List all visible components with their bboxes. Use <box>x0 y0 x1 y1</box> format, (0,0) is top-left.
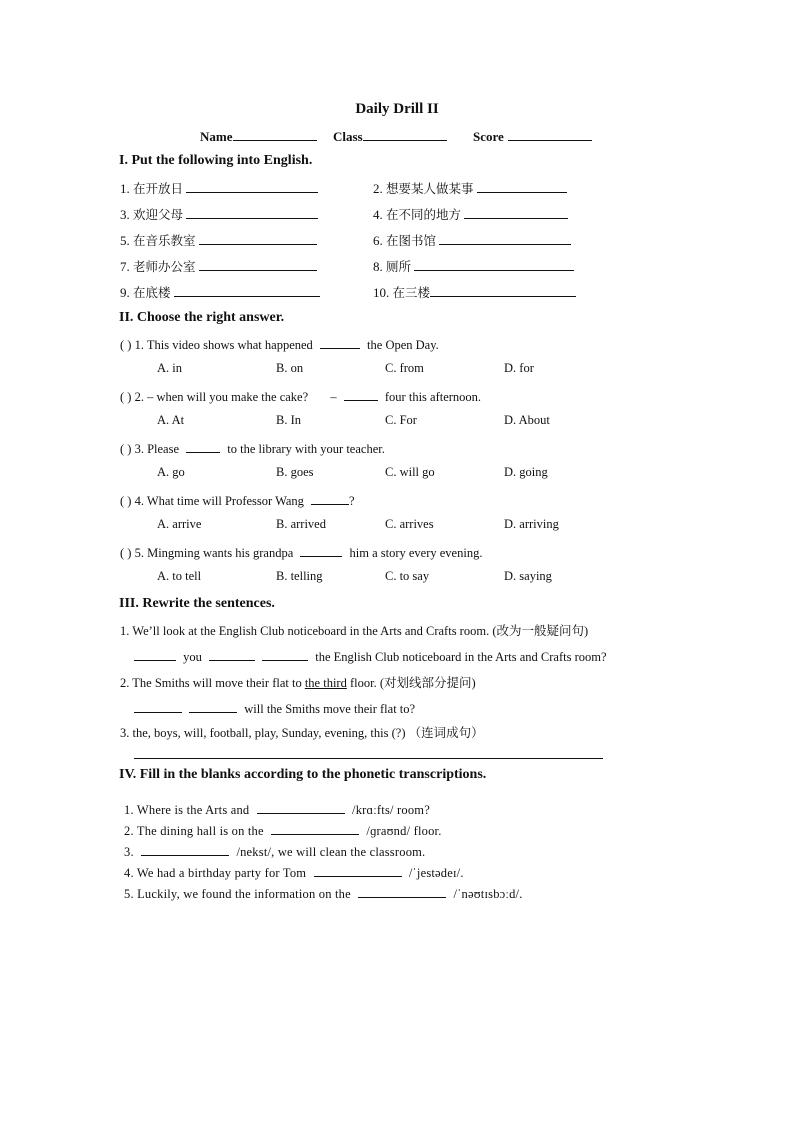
score-blank[interactable] <box>508 127 592 141</box>
answer-blank[interactable] <box>262 647 308 661</box>
class-field[interactable] <box>333 127 447 145</box>
phonetic-blank[interactable] <box>358 884 446 898</box>
phonetic-line-4 <box>124 863 464 881</box>
line-text: 3. <box>124 845 134 859</box>
phonetic-line-2 <box>124 821 442 839</box>
score-label: Score <box>473 129 504 144</box>
answer-paren[interactable]: ( ) <box>120 338 132 352</box>
item-number: 6. <box>373 233 383 248</box>
page-title: Daily Drill II <box>355 101 439 117</box>
q3-option-a[interactable]: A. go <box>157 465 185 479</box>
item-text: 想要某人做某事 <box>386 181 474 196</box>
item-number: 9. <box>120 285 130 300</box>
line-text: 1. Where is the Arts and <box>124 803 250 817</box>
question-text: the Open Day. <box>367 338 439 352</box>
q1-option-d[interactable]: D. for <box>504 361 534 375</box>
item-number: 4. <box>373 207 383 222</box>
name-field[interactable] <box>200 127 317 145</box>
question-blank[interactable] <box>320 335 360 349</box>
answer-blank[interactable] <box>186 205 318 219</box>
question-blank[interactable] <box>311 491 349 505</box>
section1-heading: I. Put the following into English. <box>119 153 313 168</box>
answer-paren[interactable]: ( ) <box>120 390 132 404</box>
rewrite-answer-2 <box>134 699 415 717</box>
s1-item-3[interactable] <box>120 205 318 223</box>
s1-item-4[interactable] <box>373 205 568 223</box>
phonetic-text: /ˈjestədeɪ/. <box>408 866 464 880</box>
s1-item-7[interactable] <box>120 257 317 275</box>
question-text: 4. What time will Professor Wang <box>134 494 304 508</box>
rewrite-sentence-3: 3. the, boys, will, football, play, Sunday, evening, this (?) （连词成句） <box>120 726 484 740</box>
q1-option-c[interactable]: C. from <box>385 361 424 375</box>
answer-blank[interactable] <box>189 699 237 713</box>
class-label: Class <box>333 129 363 144</box>
q4-option-a[interactable]: A. arrive <box>157 517 202 531</box>
question-text: ? <box>349 494 355 508</box>
sentence-text: floor. (对划线部分提问) <box>346 676 476 690</box>
answer-word: you <box>183 650 202 664</box>
question-blank[interactable] <box>300 543 342 557</box>
item-number: 5. <box>120 233 130 248</box>
question-3 <box>120 439 385 457</box>
answer-blank[interactable] <box>439 231 571 245</box>
item-text: 在图书馆 <box>386 233 437 248</box>
item-number: 8. <box>373 259 383 274</box>
question-4 <box>120 491 355 509</box>
score-field[interactable] <box>473 127 592 145</box>
question-text: 3. Please <box>134 442 180 456</box>
q1-option-b[interactable]: B. on <box>276 361 304 375</box>
question-5 <box>120 543 482 561</box>
answer-text: the English Club noticeboard in the Arts and Crafts room? <box>315 650 607 664</box>
section3-heading: III. Rewrite the sentences. <box>119 596 275 611</box>
line-text: 5. Luckily, we found the information on the <box>124 887 351 901</box>
answer-blank[interactable] <box>414 257 574 271</box>
q5-option-b[interactable]: B. telling <box>276 569 323 583</box>
rewrite-sentence-2 <box>120 673 476 691</box>
item-text: 老师办公室 <box>133 259 196 274</box>
answer-blank[interactable] <box>464 205 568 219</box>
phonetic-blank[interactable] <box>257 800 345 814</box>
item-text: 在开放日 <box>133 181 184 196</box>
q5-option-a[interactable]: A. to tell <box>157 569 202 583</box>
item-text: 欢迎父母 <box>133 207 184 222</box>
item-number: 2. <box>373 181 383 196</box>
q3-option-d[interactable]: D. going <box>504 465 548 479</box>
q4-option-c[interactable]: C. arrives <box>385 517 434 531</box>
s1-item-1[interactable] <box>120 179 318 197</box>
q4-option-d[interactable]: D. arriving <box>504 517 559 531</box>
name-blank[interactable] <box>233 127 317 141</box>
phonetic-text: /nekst/, we will clean the classroom. <box>236 845 426 859</box>
q2-option-b[interactable]: B. In <box>276 413 301 427</box>
answer-blank[interactable] <box>430 283 576 297</box>
underlined-phrase: the third <box>304 676 347 690</box>
item-text: 厕所 <box>386 259 412 274</box>
answer-blank[interactable] <box>209 647 255 661</box>
rewrite-sentence-1: 1. We’ll look at the English Club noticeboard in the Arts and Crafts room. (改为一般疑问句) <box>120 624 589 638</box>
answer-paren[interactable]: ( ) <box>120 546 132 560</box>
phonetic-text: /krɑːfts/ room? <box>352 803 430 817</box>
question-text: to the library with your teacher. <box>227 442 385 456</box>
question-text: 5. Mingming wants his grandpa <box>134 546 294 560</box>
question-text: him a story every evening. <box>349 546 483 560</box>
phonetic-blank[interactable] <box>314 863 402 877</box>
s1-item-2[interactable] <box>373 179 567 197</box>
item-text: 在音乐教室 <box>133 233 196 248</box>
answer-blank[interactable] <box>186 179 318 193</box>
question-1 <box>120 335 439 353</box>
answer-paren[interactable]: ( ) <box>120 494 132 508</box>
rewrite-answer-1 <box>134 647 607 665</box>
q5-option-c[interactable]: C. to say <box>385 569 430 583</box>
section2-heading: II. Choose the right answer. <box>119 310 285 325</box>
line-text: 2. The dining hall is on the <box>124 824 264 838</box>
item-text: 在三楼 <box>392 285 431 300</box>
q3-option-c[interactable]: C. will go <box>385 465 435 479</box>
s1-item-9[interactable] <box>120 283 320 301</box>
answer-paren[interactable]: ( ) <box>120 442 132 456</box>
sentence-text: 2. The Smiths will move their flat to <box>120 676 305 690</box>
answer-blank[interactable] <box>199 257 317 271</box>
q2-option-a[interactable]: A. At <box>157 413 185 427</box>
question-text: 1. This video shows what happened <box>134 338 313 352</box>
item-number: 3. <box>120 207 130 222</box>
question-blank[interactable] <box>344 387 378 401</box>
question-2 <box>120 387 481 405</box>
answer-blank[interactable] <box>477 179 567 193</box>
line-text: 4. We had a birthday party for Tom <box>124 866 307 880</box>
phonetic-line-3 <box>124 842 425 860</box>
answer-blank[interactable] <box>199 231 317 245</box>
item-number: 1. <box>120 181 130 196</box>
answer-blank[interactable] <box>134 647 176 661</box>
item-number: 7. <box>120 259 130 274</box>
question-text: four this afternoon. <box>384 390 482 404</box>
q2-option-c[interactable]: C. For <box>385 413 417 427</box>
s1-item-8[interactable] <box>373 257 574 275</box>
dash: – <box>330 390 337 404</box>
s1-item-6[interactable] <box>373 231 571 249</box>
answer-text: will the Smiths move their flat to? <box>244 702 416 716</box>
answer-blank[interactable] <box>174 283 320 297</box>
question-text: 2. – when will you make the cake? <box>134 390 309 404</box>
phonetic-blank[interactable] <box>141 842 229 856</box>
item-text: 在底楼 <box>133 285 171 300</box>
phonetic-text: /ˈnəʊtɪsbɔːd/. <box>453 887 523 901</box>
phonetic-line-5 <box>124 884 523 902</box>
phonetic-text: /ɡraʊnd/ floor. <box>366 824 442 838</box>
q1-option-a[interactable]: A. in <box>157 361 182 375</box>
answer-blank[interactable] <box>134 699 182 713</box>
item-number: 10. <box>373 285 390 300</box>
item-text: 在不同的地方 <box>386 207 462 222</box>
q2-option-d[interactable]: D. About <box>504 413 550 427</box>
question-blank[interactable] <box>186 439 220 453</box>
q4-option-b[interactable]: B. arrived <box>276 517 326 531</box>
s1-item-5[interactable] <box>120 231 317 249</box>
answer-line[interactable] <box>134 758 603 759</box>
section4-heading: IV. Fill in the blanks according to the phonetic transcriptions. <box>119 767 487 782</box>
phonetic-line-1 <box>124 800 430 818</box>
q5-option-d[interactable]: D. saying <box>504 569 552 583</box>
s1-item-10[interactable] <box>373 283 576 301</box>
phonetic-blank[interactable] <box>271 821 359 835</box>
class-blank[interactable] <box>363 127 447 141</box>
q3-option-b[interactable]: B. goes <box>276 465 314 479</box>
name-label: Name <box>200 129 233 144</box>
